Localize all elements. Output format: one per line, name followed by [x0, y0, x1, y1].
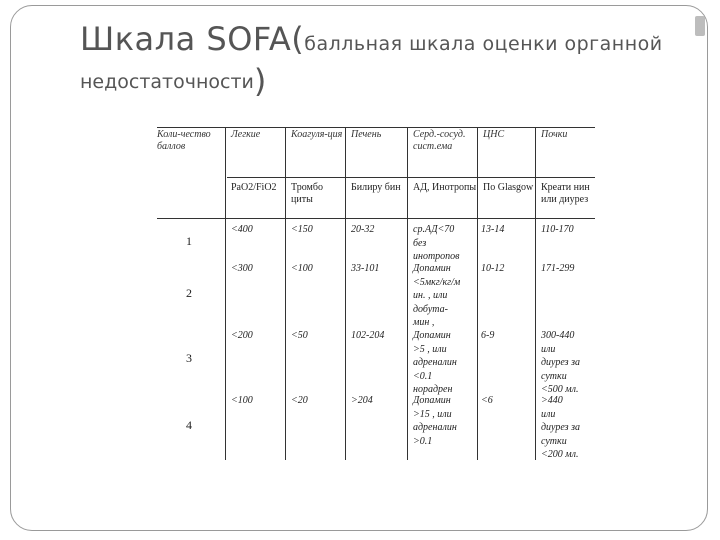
cardio-cell: норадрен: [413, 384, 453, 395]
lungs-cell: <300: [231, 263, 253, 274]
table-subheader-divider: [157, 218, 595, 219]
liver-cell: >204: [351, 395, 373, 406]
kidney-cell: >440: [541, 395, 563, 406]
cardio-cell: Допамин: [413, 330, 451, 341]
cns-cell: 6-9: [481, 330, 495, 341]
table-subheader-cell: Билиру бин: [351, 182, 401, 193]
table-column-rule: [285, 127, 286, 460]
score-cell: 4: [186, 418, 192, 432]
kidney-cell: 171-299: [541, 263, 575, 274]
kidney-cell: 110-170: [541, 224, 574, 235]
cardio-cell: мин ,: [413, 317, 435, 328]
cardio-cell: ин. , или: [413, 290, 448, 301]
lungs-cell: <200: [231, 330, 253, 341]
table-header-cell: Серд.-сосуд. сист.ема: [413, 129, 466, 152]
kidney-cell: диурез за: [541, 422, 580, 433]
table-top-border: [157, 127, 595, 128]
cardio-cell: <5мкг/кг/м: [413, 276, 461, 288]
kidney-cell: или: [541, 343, 556, 355]
cardio-cell: инотропов: [413, 251, 460, 262]
table-subheader-cell: АД, Инотропы: [413, 182, 477, 193]
table-column-rule: [407, 127, 408, 460]
title-line-2: [80, 62, 266, 100]
coag-cell: <100: [291, 263, 313, 274]
table-column-rule: [345, 127, 346, 460]
title-main-text: Шкала SOFA: [80, 20, 292, 58]
cns-cell: <6: [481, 395, 493, 406]
cardio-cell: >0.1: [413, 435, 433, 447]
lungs-cell: <100: [231, 395, 253, 406]
table-column-rule: [535, 127, 536, 460]
table-header-cell: ЦНС: [483, 129, 505, 140]
cns-cell: 10-12: [481, 263, 505, 274]
table-header-cell: Коли-чество баллов: [157, 129, 211, 152]
table-subheader-cell: PaO2/FiO2: [231, 182, 277, 193]
cardio-cell: адреналин: [413, 422, 457, 433]
cardio-cell: >15 , или: [413, 408, 452, 420]
cardio-cell: Допамин: [413, 395, 451, 406]
kidney-cell: 300-440: [541, 330, 575, 341]
lungs-cell: <400: [231, 224, 253, 235]
cardio-cell: <0.1: [413, 370, 433, 382]
table-column-rule: [477, 127, 478, 460]
title-open-paren: (: [291, 20, 305, 58]
score-cell: 2: [186, 286, 192, 300]
cns-cell: 13-14: [481, 224, 505, 235]
slide-corner-tab: [695, 16, 705, 36]
cardio-cell: добута-: [413, 303, 448, 315]
coag-cell: <50: [291, 330, 308, 341]
cardio-cell: >5 , или: [413, 343, 447, 355]
kidney-cell: <200 мл.: [541, 449, 579, 460]
liver-cell: 33-101: [351, 263, 380, 274]
table-header-cell: Почки: [541, 129, 568, 140]
score-cell: 3: [186, 351, 192, 365]
title-sub-line1: балльная шкала оценки органной: [304, 33, 663, 55]
table-header-cell: Коагуля-ция: [291, 129, 343, 140]
title-sub-line2: недостаточности: [80, 71, 254, 93]
table-subheader-cell: По Glasgow: [483, 182, 534, 193]
cardio-cell: адреналин: [413, 357, 457, 368]
cardio-cell: ср.АД<70: [413, 224, 455, 235]
kidney-cell: сутки: [541, 435, 567, 447]
sofa-table: [157, 127, 595, 460]
table-column-rule: [225, 127, 226, 460]
cardio-cell: без: [413, 237, 427, 249]
liver-cell: 20-32: [351, 224, 375, 235]
kidney-cell: <500 мл.: [541, 384, 579, 395]
kidney-cell: диурез за: [541, 357, 580, 368]
slide-title: [80, 20, 663, 58]
coag-cell: <20: [291, 395, 308, 406]
table-subheader-cell: Креати нин или диурез: [541, 182, 590, 205]
table-header-cell: Печень: [351, 129, 382, 140]
table-subheader-cell: Тромбо циты: [291, 182, 323, 205]
title-close-paren: ): [253, 62, 267, 100]
coag-cell: <150: [291, 224, 313, 235]
cardio-cell: Допамин: [413, 263, 451, 274]
table-header-divider: [227, 177, 595, 178]
kidney-cell: или: [541, 408, 556, 420]
liver-cell: 102-204: [351, 330, 385, 341]
table-header-cell: Легкие: [231, 129, 261, 140]
kidney-cell: сутки: [541, 370, 567, 382]
score-cell: 1: [186, 234, 192, 248]
